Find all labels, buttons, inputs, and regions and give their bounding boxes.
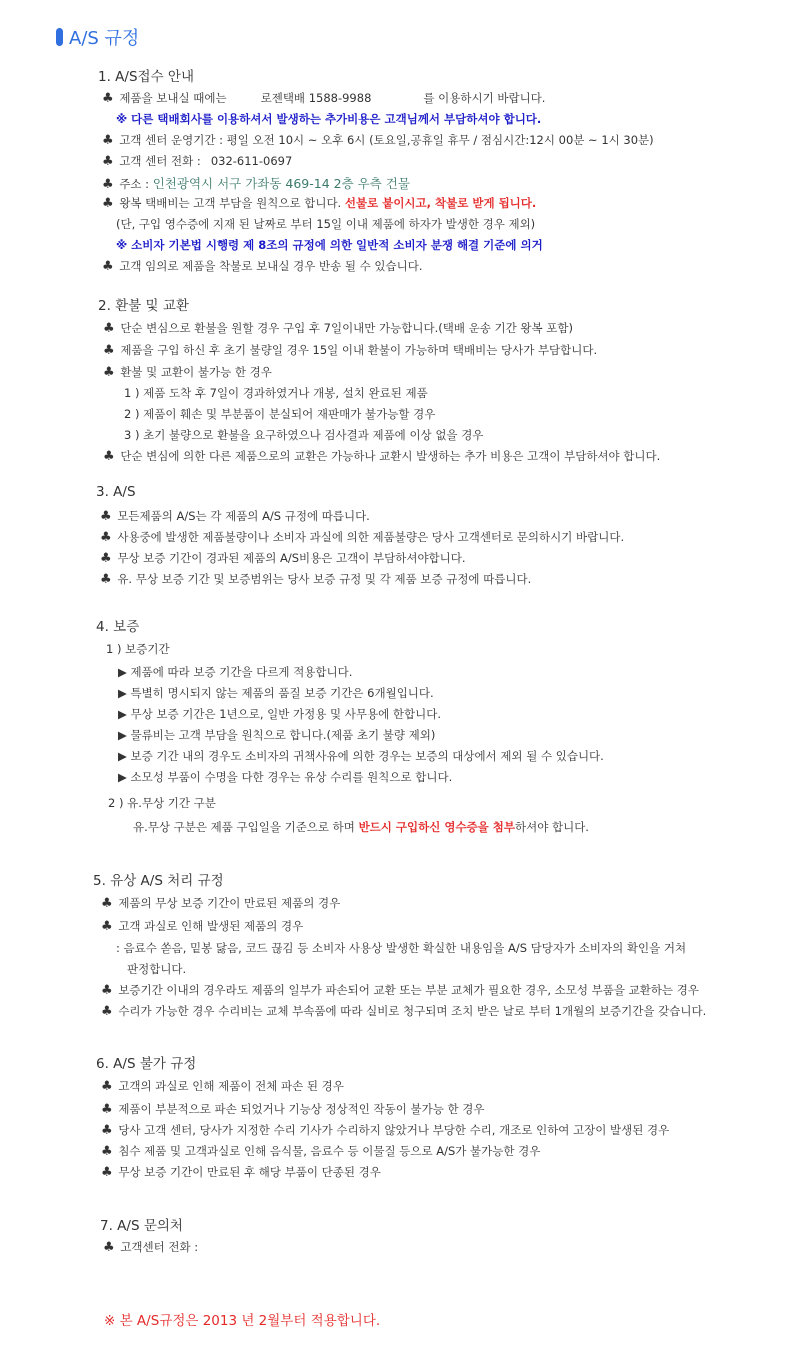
list-item: ♣ 당사 고객 센터, 당사가 지정한 수리 기사가 수리하지 않았거나 부당한 수리, 개조로 인하여 고장이 발생된 경우 bbox=[101, 1123, 670, 1138]
club-icon: ♣ bbox=[103, 365, 115, 380]
section-heading: 4. 보증 bbox=[96, 619, 140, 635]
sub-item: 2 ) 제품이 훼손 및 부분품이 분실되어 재판매가 불가능할 경우 bbox=[124, 407, 436, 421]
club-icon: ♣ bbox=[102, 154, 114, 169]
club-icon: ♣ bbox=[101, 1004, 113, 1019]
club-icon: ♣ bbox=[100, 530, 112, 545]
note-text: (단, 구입 영수증에 지재 된 날짜로 부터 15일 이내 제품에 하자가 발생한 경우 제외) bbox=[116, 217, 536, 231]
list-item: ♣ 유. 무상 보증 기간 및 보증범위는 당사 보증 규정 및 각 제품 보증 규정에 따릅니다. bbox=[100, 572, 532, 587]
sub-heading: 2 ) 유.무상 기간 구분 bbox=[108, 796, 216, 810]
phone-number: 032-611-0697 bbox=[210, 154, 293, 168]
club-icon: ♣ bbox=[103, 449, 115, 464]
club-icon: ♣ bbox=[101, 1123, 113, 1138]
bullet-item: ▶ 무상 보증 기간은 1년으로, 일반 가정용 및 사무용에 한합니다. bbox=[118, 707, 441, 721]
sub-item: 1 ) 제품 도착 후 7일이 경과하였거나 개봉, 설치 완료된 제품 bbox=[124, 386, 428, 400]
notice-text: ※ 소비자 기본법 시행령 제 8조의 규정에 의한 일반적 소비자 분쟁 해결 기준에 의거 bbox=[116, 238, 543, 252]
club-icon: ♣ bbox=[101, 1165, 113, 1180]
page-title-text: A/S 규정 bbox=[69, 28, 140, 49]
list-item: ♣ 사용중에 발생한 제품불량이나 소비자 과실에 의한 제품불량은 당사 고객센터로 문의하시기 바랍니다. bbox=[100, 530, 625, 545]
list-item: ♣ 고객 센터 전화 : 032-611-0697 bbox=[102, 154, 293, 169]
body-text: 유.무상 구분은 제품 구입일을 기준으로 하며 반드시 구입하신 영수증을 첨부하셔야 합니다. bbox=[133, 820, 589, 834]
club-icon: ♣ bbox=[102, 177, 114, 192]
bullet-item: ▶ 소모성 부품이 수명을 다한 경우는 유상 수리를 원칙으로 합니다. bbox=[118, 770, 453, 784]
notice-text: ※ 다른 택배회사를 이용하셔서 발생하는 추가비용은 고객님께서 부담하셔야 합니다. bbox=[116, 112, 542, 126]
list-item: ♣ 보증기간 이내의 경우라도 제품의 일부가 파손되어 교환 또는 부분 교체가 필요한 경우, 소모성 부품을 교환하는 경우 bbox=[101, 983, 699, 998]
page-title bbox=[56, 26, 139, 48]
alert-text: 선불로 붙이시고, 착불로 받게 됩니다. bbox=[344, 196, 537, 210]
alert-text: 반드시 구입하신 영수증을 첨부 bbox=[358, 820, 515, 834]
club-icon: ♣ bbox=[102, 91, 114, 106]
address-text: 인천광역시 서구 가좌동 469-14 2층 우측 건물 bbox=[152, 176, 410, 191]
sub-item: 3 ) 초기 불량으로 환불을 요구하였으나 검사결과 제품에 이상 없을 경우 bbox=[124, 428, 484, 442]
list-item: ♣ 무상 보증 기간이 만료된 후 해당 부품이 단종된 경우 bbox=[101, 1165, 381, 1180]
bullet-item: ▶ 보증 기간 내의 경우도 소비자의 귀책사유에 의한 경우는 보증의 대상에서 제외 될 수 있습니다. bbox=[118, 749, 604, 763]
footer-notice: ※ 본 A/S규정은 2013 년 2월부터 적용합니다. bbox=[104, 1313, 381, 1329]
club-icon: ♣ bbox=[101, 1144, 113, 1159]
club-icon: ♣ bbox=[102, 259, 114, 274]
club-icon: ♣ bbox=[101, 919, 113, 934]
bullet-item: ▶ 제품에 따라 보증 기간을 다르게 적용합니다. bbox=[118, 665, 353, 679]
section-heading: 5. 유상 A/S 처리 규정 bbox=[93, 873, 224, 889]
list-item: ♣ 왕복 택배비는 고객 부담을 원칙으로 합니다. 선불로 붙이시고, 착불로 받게 됩니다. bbox=[102, 196, 537, 211]
club-icon: ♣ bbox=[101, 896, 113, 911]
sub-heading: 1 ) 보증기간 bbox=[106, 642, 170, 656]
list-item: ♣ 제품을 보내실 때에는 로젠택배 1588-9988 를 이용하시기 바랍니다. bbox=[102, 91, 546, 106]
section-heading: 2. 환불 및 교환 bbox=[98, 298, 189, 314]
club-icon: ♣ bbox=[101, 983, 113, 998]
list-item: ♣ 단순 변심에 의한 다른 제품으로의 교환은 가능하나 교환시 발생하는 추가 비용은 고객이 부담하셔야 합니다. bbox=[103, 449, 661, 464]
list-item: ♣ 환불 및 교환이 불가능 한 경우 bbox=[103, 365, 272, 380]
list-item: ♣ 제품의 무상 보증 기간이 만료된 제품의 경우 bbox=[101, 896, 341, 911]
section-heading: 6. A/S 불가 규정 bbox=[96, 1056, 197, 1072]
section-heading: 3. A/S bbox=[96, 484, 136, 500]
list-item: ♣ 고객 센터 운영기간 : 평일 오전 10시 ~ 오후 6시 (토요일,공휴일 휴무 / 점심시간:12시 00분 ~ 1시 30분) bbox=[102, 133, 654, 148]
club-icon: ♣ bbox=[101, 1102, 113, 1117]
section-heading: 1. A/S접수 안내 bbox=[98, 69, 194, 85]
list-item: ♣ 제품이 부분적으로 파손 되었거나 기능상 정상적인 작동이 불가능 한 경우 bbox=[101, 1102, 485, 1117]
club-icon: ♣ bbox=[100, 509, 112, 524]
section-heading: 7. A/S 문의처 bbox=[100, 1218, 183, 1234]
list-item: ♣ 고객센터 전화 : bbox=[103, 1240, 199, 1255]
club-icon: ♣ bbox=[101, 1079, 113, 1094]
list-item: ♣ 단순 변심으로 환불을 원할 경우 구입 후 7일이내만 가능합니다.(택배 운송 기간 왕복 포함) bbox=[103, 321, 573, 336]
list-item: ♣ 제품을 구입 하신 후 초기 불량일 경우 15일 이내 환불이 가능하며 택배비는 당사가 부담합니다. bbox=[103, 343, 598, 358]
club-icon: ♣ bbox=[103, 1240, 115, 1255]
club-icon: ♣ bbox=[100, 572, 112, 587]
club-icon: ♣ bbox=[103, 321, 115, 336]
bullet-item: ▶ 물류비는 고객 부담을 원칙으로 합니다.(제품 초기 불량 제외) bbox=[118, 728, 436, 742]
note-text: 판정합니다. bbox=[127, 962, 187, 976]
club-icon: ♣ bbox=[103, 343, 115, 358]
note-text: : 음료수 쏟음, 밑봉 닳음, 코드 끊김 등 소비자 사용상 발생한 확실한 내용임을 A/S 담당자가 소비자의 확인을 거쳐 bbox=[116, 941, 687, 955]
list-item: ♣ 수리가 가능한 경우 수리비는 교체 부속품에 따라 실비로 청구되며 조치 받은 날로 부터 1개월의 보증기간을 갖습니다. bbox=[101, 1004, 707, 1019]
bullet-item: ▶ 특별히 명시되지 않는 제품의 품질 보증 기간은 6개월입니다. bbox=[118, 686, 434, 700]
club-icon: ♣ bbox=[100, 551, 112, 566]
list-item: ♣ 고객 임의로 제품을 착불로 보내실 경우 반송 될 수 있습니다. bbox=[102, 259, 423, 274]
title-bullet-icon bbox=[56, 28, 63, 46]
list-item: ♣ 고객 과실로 인해 발생된 제품의 경우 bbox=[101, 919, 304, 934]
list-item: ♣ 침수 제품 및 고객과실로 인해 음식물, 음료수 등 이물질 등으로 A/S가 불가능한 경우 bbox=[101, 1144, 541, 1159]
list-item: ♣ 고객의 과실로 인해 제품이 전체 파손 된 경우 bbox=[101, 1079, 344, 1094]
list-item: ♣ 모든제품의 A/S는 각 제품의 A/S 규정에 따릅니다. bbox=[100, 509, 370, 524]
list-item: ♣ 주소 : 인천광역시 서구 가좌동 469-14 2층 우측 건물 bbox=[102, 176, 410, 192]
club-icon: ♣ bbox=[102, 196, 114, 211]
club-icon: ♣ bbox=[102, 133, 114, 148]
list-item: ♣ 무상 보증 기간이 경과된 제품의 A/S비용은 고객이 부담하셔야합니다. bbox=[100, 551, 466, 566]
